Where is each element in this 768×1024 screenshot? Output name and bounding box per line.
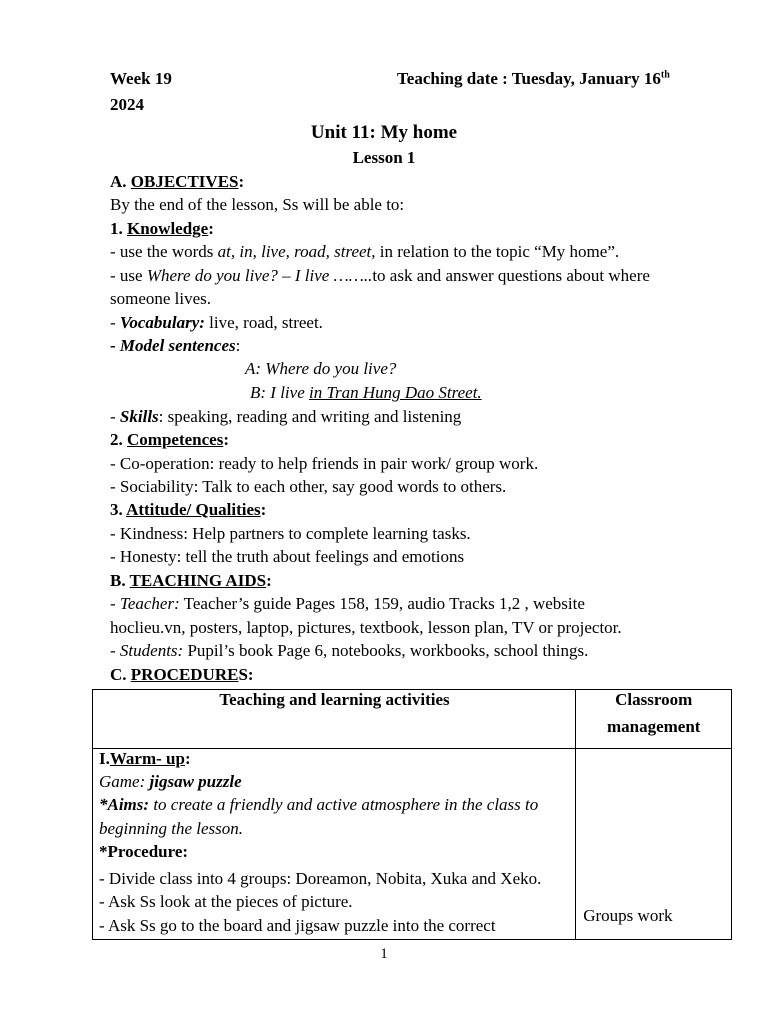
- aims-line: *Aims: to create a friendly and active atmosphere in the class to: [99, 795, 539, 814]
- competence-item: - Co-operation: ready to help friends in pair work/ group work.: [110, 454, 539, 473]
- procedure-step: - Ask Ss look at the pieces of picture.: [99, 892, 353, 911]
- vocabulary-line: - Vocabulary: live, road, street.: [110, 313, 323, 332]
- teaching-aids-heading: B. TEACHING AIDS:: [110, 571, 272, 590]
- management-cell: [576, 749, 732, 940]
- management-header-cell: [576, 690, 732, 749]
- activities-header: Teaching and learning activities: [219, 690, 450, 709]
- model-sentences-label: - Model sentences:: [110, 336, 241, 355]
- table-row: [93, 749, 732, 940]
- year-label: 2024: [110, 95, 144, 114]
- objectives-heading: A. OBJECTIVES:: [110, 172, 245, 191]
- competences-heading: 2. Competences:: [110, 430, 229, 449]
- lesson-title: Lesson 1: [352, 148, 416, 167]
- attitude-item: - Honesty: tell the truth about feelings and emotions: [110, 547, 465, 566]
- activities-cell: [93, 749, 576, 940]
- attitude-item: - Kindness: Help partners to complete learning tasks.: [110, 524, 471, 543]
- activities-header-cell: [93, 690, 576, 749]
- unit-title: Unit 11: My home: [310, 122, 458, 143]
- management-value: Groups work: [583, 906, 673, 925]
- teacher-aids: - Teacher: Teacher’s guide Pages 158, 159, audio Tracks 1,2 , website: [110, 594, 585, 613]
- objectives-intro: By the end of the lesson, Ss will be able to:: [110, 195, 405, 214]
- knowledge-item-questions: - use Where do you live? – I live ……..to ask and answer questions about where: [110, 266, 650, 285]
- procedure-label: *Procedure:: [99, 842, 189, 861]
- warmup-heading: I.Warm- up:: [99, 749, 191, 768]
- knowledge-item-questions-cont: someone lives.: [110, 289, 212, 308]
- week-label: Week 19: [110, 69, 172, 88]
- page-number: 1: [380, 946, 388, 962]
- skills-line: - Skills: speaking, reading and writing and listening: [110, 407, 462, 426]
- teaching-date: Teaching date : Tuesday, January 16th: [397, 69, 670, 88]
- table-header-row: [93, 690, 732, 749]
- competence-item: - Sociability: Talk to each other, say good words to others.: [110, 477, 507, 496]
- procedure-step: - Divide class into 4 groups: Doreamon, Nobita, Xuka and Xeko.: [99, 869, 542, 888]
- knowledge-heading: 1. Knowledge:: [110, 219, 214, 238]
- teacher-aids-cont: hoclieu.vn, posters, laptop, pictures, textbook, lesson plan, TV or projector.: [110, 618, 622, 637]
- procedures-heading: C. PROCEDURES:: [110, 665, 254, 684]
- model-sentence-a: A: Where do you live?: [245, 359, 397, 378]
- knowledge-item-words: - use the words at, in, live, road, street, in relation to the topic “My home”.: [110, 242, 620, 261]
- procedures-table: [92, 689, 732, 940]
- aims-line-cont: beginning the lesson.: [99, 819, 244, 838]
- management-header: Classroom: [615, 690, 693, 709]
- game-line: Game: jigsaw puzzle: [99, 772, 242, 791]
- management-header: management: [606, 717, 701, 736]
- attitude-heading: 3. Attitude/ Qualities:: [110, 500, 267, 519]
- student-aids: - Students: Pupil’s book Page 6, notebooks, workbooks, school things.: [110, 641, 589, 660]
- procedure-step: - Ask Ss go to the board and jigsaw puzzle into the correct: [99, 916, 496, 935]
- model-sentence-b: B: I live in Tran Hung Dao Street.: [250, 383, 482, 402]
